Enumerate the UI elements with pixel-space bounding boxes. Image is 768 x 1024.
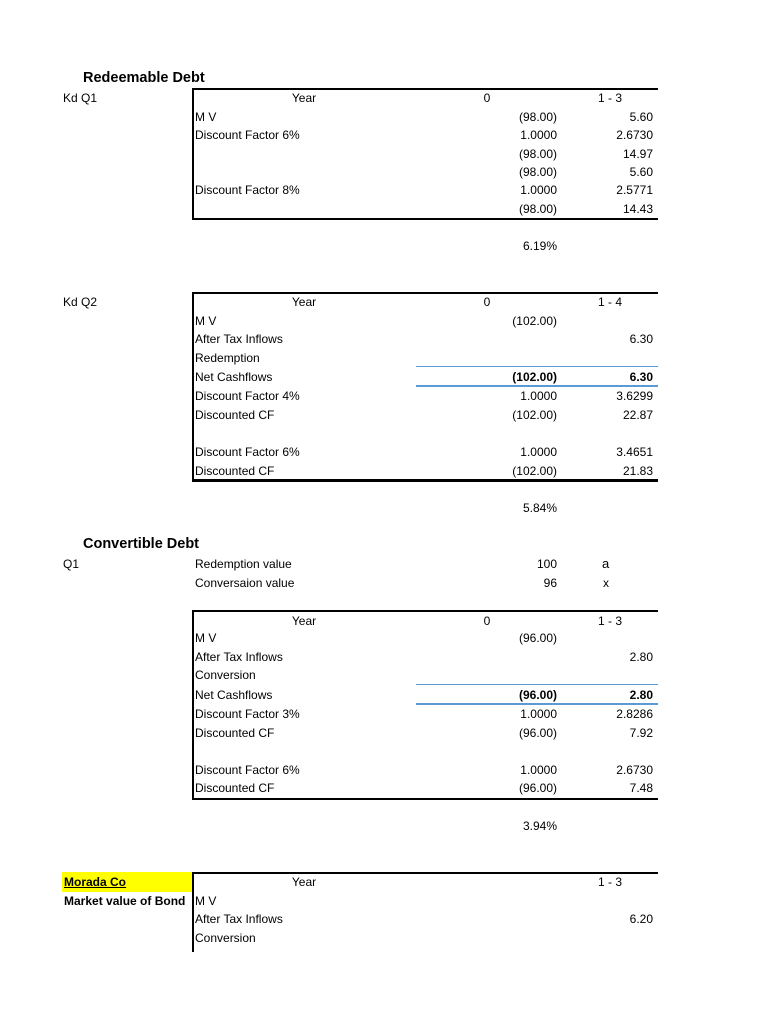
- net-cashflows-bottom-rule: [416, 703, 658, 705]
- kd-q2-col1-header: 1 - 4: [597, 295, 622, 309]
- table-row-label: M V: [195, 631, 217, 645]
- kd-q1-year-header: Year: [291, 91, 317, 105]
- table-cell: 2.6730: [616, 128, 653, 142]
- table-cell: 3.4651: [616, 445, 653, 459]
- section-heading-redeemable-debt: Redeemable Debt: [83, 70, 205, 86]
- redemption-note: a: [602, 556, 610, 571]
- table-cell: (102.00): [512, 370, 557, 384]
- kd-q2-year-header: Year: [291, 295, 317, 309]
- table-cell: (98.00): [518, 202, 557, 216]
- net-cashflows-top-rule: [416, 366, 658, 367]
- table-cell: (96.00): [518, 781, 557, 795]
- table-row-label: Discount Factor 3%: [195, 707, 300, 721]
- table-cell: (96.00): [518, 726, 557, 740]
- table-row-label: Redemption: [195, 351, 260, 365]
- net-cashflows-bottom-rule: [416, 385, 658, 387]
- table-cell: (96.00): [518, 631, 557, 645]
- convertible-q1-label: Q1: [63, 557, 80, 571]
- table-cell: 1.0000: [520, 183, 557, 197]
- table-cell: 22.87: [622, 408, 653, 422]
- table-row-label: Net Cashflows: [195, 370, 273, 384]
- convertible-result: 3.94%: [522, 819, 557, 833]
- table-cell: 1.0000: [520, 707, 557, 721]
- table-cell: 6.30: [629, 370, 653, 384]
- table-row-label: Net Cashflows: [195, 688, 273, 702]
- kd-q2-col0-header: 0: [483, 295, 491, 309]
- morada-subtitle: Market value of Bond: [64, 894, 186, 908]
- net-cashflows-top-rule: [416, 684, 658, 685]
- table-row-label: Discounted CF: [195, 464, 275, 478]
- table-row-label: Conversion: [195, 668, 256, 682]
- table-row-label: M V: [195, 110, 217, 124]
- table-cell: 2.5771: [616, 183, 653, 197]
- redemption-value-label: Redemption value: [195, 557, 292, 571]
- table-cell: 7.92: [629, 726, 653, 740]
- kd-q1-result: 6.19%: [522, 239, 557, 253]
- table-cell: 14.43: [622, 202, 653, 216]
- kd-q2-label: Kd Q2: [63, 295, 98, 309]
- conversion-value-label: Conversaion value: [195, 576, 295, 590]
- table-cell: (102.00): [512, 408, 557, 422]
- table-row-label: Discounted CF: [195, 726, 275, 740]
- morada-col1-header: 1 - 3: [597, 875, 622, 889]
- table-cell: 2.80: [629, 650, 653, 664]
- table-cell: 2.8286: [616, 707, 653, 721]
- table-row-label: Discount Factor 8%: [195, 183, 300, 197]
- morada-title: Morada Co: [64, 875, 127, 889]
- table-cell: 5.60: [629, 165, 653, 179]
- table-cell: 1.0000: [520, 128, 557, 142]
- table-cell: (98.00): [518, 110, 557, 124]
- table-cell: 1.0000: [520, 763, 557, 777]
- table-row-label: Discount Factor 6%: [195, 445, 300, 459]
- kd-q1-col0-header: 0: [483, 91, 491, 105]
- table-row-label: M V: [195, 894, 217, 908]
- table-cell: 6.20: [629, 912, 653, 926]
- table-cell: 21.83: [622, 464, 653, 478]
- table-cell: (98.00): [518, 147, 557, 161]
- table-row-label: Discounted CF: [195, 781, 275, 795]
- table-row-label: Discounted CF: [195, 408, 275, 422]
- kd-q1-label: Kd Q1: [63, 91, 98, 105]
- table-cell: (102.00): [512, 314, 557, 328]
- table-cell: 2.6730: [616, 763, 653, 777]
- convertible-year-header: Year: [291, 614, 317, 628]
- table-cell: 2.80: [629, 688, 653, 702]
- table-cell: 5.60: [629, 110, 653, 124]
- table-cell: (98.00): [518, 165, 557, 179]
- conversion-value: 96: [543, 576, 557, 590]
- table-row-label: After Tax Inflows: [195, 650, 283, 664]
- kd-q2-result: 5.84%: [522, 501, 557, 515]
- table-row-label: Discount Factor 4%: [195, 389, 300, 403]
- table-cell: (96.00): [518, 688, 557, 702]
- convertible-col0-header: 0: [483, 614, 491, 628]
- morada-year-header: Year: [291, 875, 317, 889]
- table-cell: 1.0000: [520, 389, 557, 403]
- redemption-value: 100: [536, 557, 557, 571]
- table-cell: 1.0000: [520, 445, 557, 459]
- table-row-label: Conversion: [195, 931, 256, 945]
- convertible-col1-header: 1 - 3: [597, 614, 622, 628]
- table-cell: 3.6299: [616, 389, 653, 403]
- table-row-label: After Tax Inflows: [195, 332, 283, 346]
- table-cell: 7.48: [629, 781, 653, 795]
- table-row-label: Discount Factor 6%: [195, 128, 300, 142]
- conversion-note: x: [603, 576, 609, 590]
- table-row-label: M V: [195, 314, 217, 328]
- table-row-label: After Tax Inflows: [195, 912, 283, 926]
- table-row-label: Discount Factor 6%: [195, 763, 300, 777]
- table-cell: 6.30: [629, 332, 653, 346]
- table-cell: 14.97: [622, 147, 653, 161]
- section-heading-convertible-debt: Convertible Debt: [83, 536, 200, 552]
- table-cell: (102.00): [512, 464, 557, 478]
- kd-q1-col1-header: 1 - 3: [597, 91, 622, 105]
